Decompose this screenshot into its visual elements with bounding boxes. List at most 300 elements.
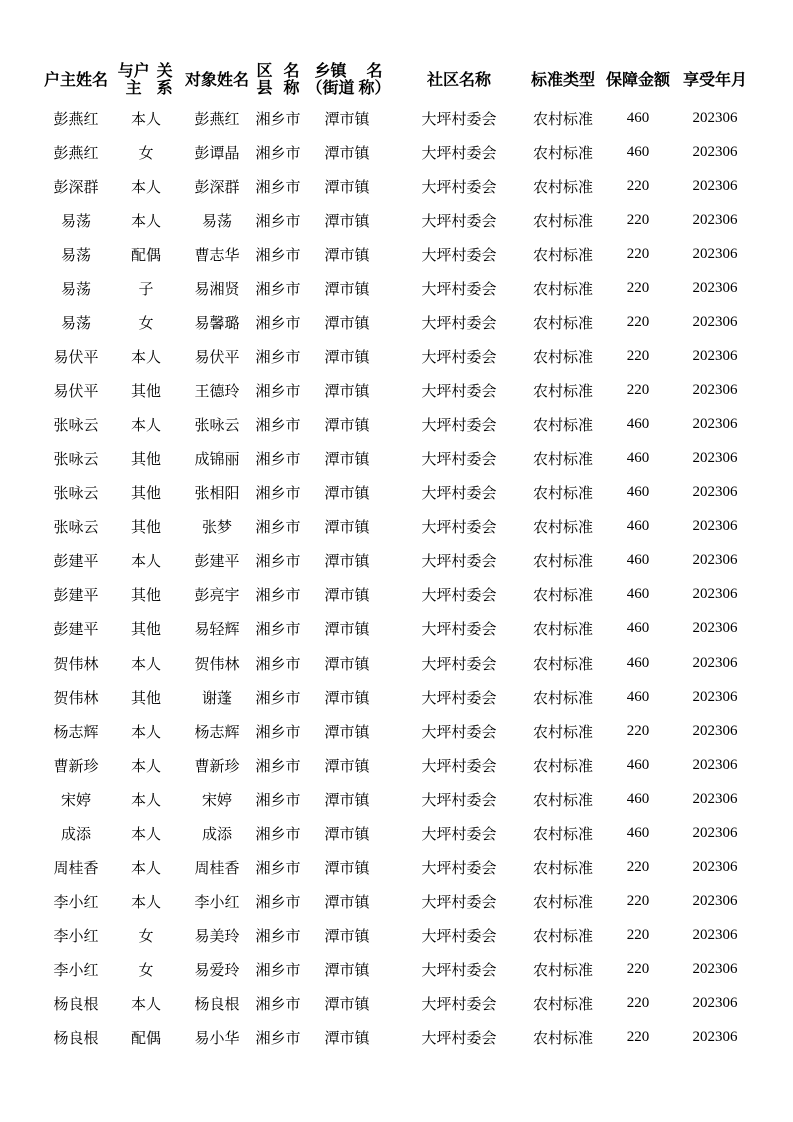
relationship-cell: 其他 [130, 688, 161, 707]
household-head-cell: 彭建平 [53, 552, 99, 571]
county-cell: 湘乡市 [255, 858, 301, 877]
recipient-name-cell: 杨良根 [194, 995, 240, 1014]
relationship-cell: 女 [138, 143, 154, 162]
table-row [0, 816, 793, 850]
amount-cell: 460 [626, 143, 650, 160]
town-cell: 潭市镇 [324, 654, 370, 673]
table-row [0, 850, 793, 884]
town-cell: 潭市镇 [324, 279, 370, 298]
household-head-cell: 易伏平 [53, 347, 99, 366]
town-cell: 潭市镇 [324, 382, 370, 400]
county-cell: 湘乡市 [255, 313, 301, 332]
table-row [0, 510, 793, 544]
relationship-cell: 本人 [130, 654, 161, 673]
header-text: 乡镇（街道 [306, 61, 355, 97]
standard-type-cell: 农村标准 [532, 927, 593, 945]
amount-cell: 220 [626, 995, 650, 1012]
household-head-cell: 彭建平 [53, 620, 99, 639]
header-standard-type [524, 58, 602, 100]
county-cell: 湘乡市 [255, 1029, 301, 1048]
period-cell: 202306 [692, 824, 738, 841]
county-cell: 湘乡市 [255, 892, 301, 911]
header-text: 名称 [283, 61, 300, 97]
town-cell: 潭市镇 [324, 109, 370, 128]
standard-type-cell: 农村标准 [532, 586, 593, 605]
period-cell: 202306 [692, 245, 738, 262]
town-cell: 潭市镇 [324, 552, 370, 571]
county-cell: 湘乡市 [255, 484, 301, 503]
community-cell: 大坪村委会 [421, 177, 497, 196]
amount-cell: 220 [626, 892, 650, 909]
relationship-cell: 女 [138, 961, 154, 980]
amount-cell: 460 [626, 552, 650, 569]
household-head-cell: 易荡 [60, 279, 91, 298]
header-relationship [115, 58, 177, 100]
relationship-cell: 本人 [130, 722, 161, 741]
relationship-cell: 其他 [130, 484, 161, 503]
relationship-cell: 其他 [130, 620, 161, 639]
town-cell: 潭市镇 [324, 211, 370, 230]
header-text: 区县 [256, 61, 273, 97]
community-cell: 大坪村委会 [421, 313, 497, 332]
amount-cell: 460 [626, 688, 650, 705]
town-cell: 潭市镇 [324, 790, 370, 809]
table-row [0, 374, 793, 408]
table-row [0, 237, 793, 271]
period-cell: 202306 [692, 1029, 738, 1046]
recipient-name-cell: 彭亮宇 [194, 586, 240, 605]
recipient-name-cell: 曹新珍 [194, 756, 240, 775]
period-cell: 202306 [692, 586, 738, 603]
community-cell: 大坪村委会 [421, 688, 497, 707]
amount-cell: 460 [626, 518, 650, 535]
town-cell: 潭市镇 [324, 1029, 370, 1048]
period-cell: 202306 [692, 858, 738, 875]
amount-cell: 220 [626, 722, 650, 739]
amount-cell: 460 [626, 654, 650, 671]
amount-cell: 220 [626, 382, 650, 398]
recipient-name-cell: 彭燕红 [194, 109, 240, 128]
standard-type-cell: 农村标准 [532, 382, 593, 400]
household-head-cell: 杨良根 [53, 1029, 99, 1048]
relationship-cell: 本人 [130, 756, 161, 775]
household-head-cell: 李小红 [53, 961, 99, 980]
county-cell: 湘乡市 [255, 586, 301, 605]
header-text: 社区名称 [426, 69, 491, 89]
header-text: 与户主 [117, 61, 150, 97]
recipient-name-cell: 宋婷 [201, 790, 232, 809]
household-head-cell: 张咏云 [53, 518, 99, 537]
county-cell: 湘乡市 [255, 722, 301, 741]
community-cell: 大坪村委会 [421, 416, 497, 435]
header-text: 名称） [358, 61, 391, 97]
community-cell: 大坪村委会 [421, 790, 497, 809]
header-household-head-name [40, 58, 112, 100]
table-row [0, 271, 793, 305]
county-cell: 湘乡市 [255, 790, 301, 809]
county-cell: 湘乡市 [255, 109, 301, 128]
relationship-cell: 配偶 [130, 245, 161, 264]
period-cell: 202306 [692, 552, 738, 569]
standard-type-cell: 农村标准 [532, 313, 593, 332]
header-text: 对象姓名 [184, 69, 249, 89]
table-row [0, 919, 793, 953]
relationship-cell: 其他 [130, 518, 161, 537]
standard-type-cell: 农村标准 [532, 450, 593, 469]
county-cell: 湘乡市 [255, 143, 301, 162]
relationship-cell: 本人 [130, 790, 161, 809]
community-cell: 大坪村委会 [421, 143, 497, 162]
town-cell: 潭市镇 [324, 722, 370, 741]
relationship-cell: 本人 [130, 109, 161, 128]
county-cell: 湘乡市 [255, 416, 301, 435]
table-row [0, 612, 793, 646]
table-row [0, 1021, 793, 1055]
standard-type-cell: 农村标准 [532, 245, 593, 264]
relationship-cell: 其他 [130, 450, 161, 469]
community-cell: 大坪村委会 [421, 450, 497, 469]
town-cell: 潭市镇 [324, 416, 370, 435]
recipient-name-cell: 易湘贤 [194, 279, 240, 298]
standard-type-cell: 农村标准 [532, 347, 593, 366]
standard-type-cell: 农村标准 [532, 416, 593, 435]
amount-cell: 460 [626, 416, 650, 433]
town-cell: 潭市镇 [324, 620, 370, 639]
recipient-name-cell: 成锦丽 [194, 450, 240, 469]
table-row [0, 987, 793, 1021]
recipient-name-cell: 谢蓬 [201, 688, 232, 707]
community-cell: 大坪村委会 [421, 245, 497, 264]
household-head-cell: 张咏云 [53, 450, 99, 469]
household-head-cell: 贺伟林 [53, 654, 99, 673]
recipient-name-cell: 易伏平 [194, 347, 240, 366]
town-cell: 潭市镇 [324, 347, 370, 366]
county-cell: 湘乡市 [255, 756, 301, 775]
county-cell: 湘乡市 [255, 688, 301, 707]
county-cell: 湘乡市 [255, 620, 301, 639]
period-cell: 202306 [692, 961, 738, 978]
period-cell: 202306 [692, 722, 738, 739]
town-cell: 潭市镇 [324, 995, 370, 1014]
relationship-cell: 本人 [130, 858, 161, 877]
standard-type-cell: 农村标准 [532, 790, 593, 809]
period-cell: 202306 [692, 416, 738, 433]
table-row [0, 339, 793, 373]
household-head-cell: 宋婷 [60, 790, 91, 809]
standard-type-cell: 农村标准 [532, 961, 593, 980]
period-cell: 202306 [692, 109, 738, 126]
period-cell: 202306 [692, 450, 738, 467]
relationship-cell: 子 [138, 279, 154, 298]
relationship-cell: 其他 [130, 586, 161, 605]
town-cell: 潭市镇 [324, 143, 370, 162]
header-county [251, 58, 305, 100]
period-cell: 202306 [692, 927, 738, 943]
standard-type-cell: 农村标准 [532, 1029, 593, 1048]
town-cell: 潭市镇 [324, 518, 370, 537]
relationship-cell: 女 [138, 313, 154, 332]
recipient-name-cell: 易轻辉 [194, 620, 240, 639]
household-head-cell: 易荡 [60, 211, 91, 230]
town-cell: 潭市镇 [324, 927, 370, 945]
amount-cell: 460 [626, 824, 650, 841]
amount-cell: 460 [626, 790, 650, 807]
period-cell: 202306 [692, 620, 738, 637]
county-cell: 湘乡市 [255, 824, 301, 843]
recipient-name-cell: 王德玲 [194, 382, 240, 400]
town-cell: 潭市镇 [324, 961, 370, 980]
standard-type-cell: 农村标准 [532, 620, 593, 639]
table-row [0, 305, 793, 339]
household-head-cell: 杨志辉 [53, 722, 99, 741]
recipient-name-cell: 彭谭晶 [194, 143, 240, 162]
community-cell: 大坪村委会 [421, 552, 497, 571]
header-text: 享受年月 [682, 69, 747, 89]
period-cell: 202306 [692, 143, 738, 160]
recipient-name-cell: 易荡 [201, 211, 232, 230]
community-cell: 大坪村委会 [421, 961, 497, 980]
county-cell: 湘乡市 [255, 927, 301, 945]
recipient-name-cell: 周桂香 [194, 858, 240, 877]
amount-cell: 220 [626, 279, 650, 296]
table-row [0, 135, 793, 169]
county-cell: 湘乡市 [255, 961, 301, 980]
period-cell: 202306 [692, 654, 738, 671]
relationship-cell: 本人 [130, 892, 161, 911]
recipient-name-cell: 易爱玲 [194, 961, 240, 980]
table-row [0, 476, 793, 510]
table-row [0, 442, 793, 476]
town-cell: 潭市镇 [324, 245, 370, 264]
relationship-cell: 本人 [130, 416, 161, 435]
household-head-cell: 彭深群 [53, 177, 99, 196]
household-head-cell: 李小红 [53, 927, 99, 945]
table-row [0, 680, 793, 714]
amount-cell: 460 [626, 484, 650, 501]
community-cell: 大坪村委会 [421, 586, 497, 605]
amount-cell: 460 [626, 109, 650, 126]
recipient-name-cell: 张咏云 [194, 416, 240, 435]
community-cell: 大坪村委会 [421, 824, 497, 843]
county-cell: 湘乡市 [255, 450, 301, 469]
recipient-name-cell: 张梦 [201, 518, 232, 537]
household-head-cell: 曹新珍 [53, 756, 99, 775]
town-cell: 潭市镇 [324, 313, 370, 332]
period-cell: 202306 [692, 211, 738, 228]
period-cell: 202306 [692, 688, 738, 705]
relationship-cell: 本人 [130, 995, 161, 1014]
header-text: 户主姓名 [43, 69, 108, 89]
recipient-name-cell: 贺伟林 [194, 654, 240, 673]
county-cell: 湘乡市 [255, 177, 301, 196]
amount-cell: 460 [626, 620, 650, 637]
town-cell: 潭市镇 [324, 824, 370, 843]
standard-type-cell: 农村标准 [532, 824, 593, 843]
table-row [0, 408, 793, 442]
amount-cell: 220 [626, 927, 650, 943]
community-cell: 大坪村委会 [421, 995, 497, 1014]
header-recipient-name [180, 58, 254, 100]
town-cell: 潭市镇 [324, 892, 370, 911]
standard-type-cell: 农村标准 [532, 177, 593, 196]
community-cell: 大坪村委会 [421, 279, 497, 298]
town-cell: 潭市镇 [324, 688, 370, 707]
community-cell: 大坪村委会 [421, 518, 497, 537]
relationship-cell: 本人 [130, 211, 161, 230]
standard-type-cell: 农村标准 [532, 211, 593, 230]
recipient-name-cell: 曹志华 [194, 245, 240, 264]
table-body [0, 101, 793, 1055]
period-cell: 202306 [692, 790, 738, 807]
household-head-cell: 易荡 [60, 313, 91, 332]
period-cell: 202306 [692, 892, 738, 909]
table-row [0, 169, 793, 203]
table-row [0, 544, 793, 578]
household-head-cell: 易荡 [60, 245, 91, 264]
county-cell: 湘乡市 [255, 279, 301, 298]
relationship-cell: 女 [138, 927, 154, 945]
community-cell: 大坪村委会 [421, 347, 497, 366]
header-period [675, 58, 755, 100]
amount-cell: 220 [626, 245, 650, 262]
amount-cell: 220 [626, 211, 650, 228]
household-head-cell: 周桂香 [53, 858, 99, 877]
county-cell: 湘乡市 [255, 347, 301, 366]
community-cell: 大坪村委会 [421, 892, 497, 911]
community-cell: 大坪村委会 [421, 109, 497, 128]
amount-cell: 220 [626, 961, 650, 978]
table-row [0, 782, 793, 816]
standard-type-cell: 农村标准 [532, 143, 593, 162]
period-cell: 202306 [692, 177, 738, 194]
recipient-name-cell: 易美玲 [194, 927, 240, 945]
community-cell: 大坪村委会 [421, 1029, 497, 1048]
household-head-cell: 易伏平 [53, 382, 99, 400]
recipient-name-cell: 杨志辉 [194, 722, 240, 741]
relationship-cell: 配偶 [130, 1029, 161, 1048]
county-cell: 湘乡市 [255, 654, 301, 673]
household-head-cell: 张咏云 [53, 484, 99, 503]
standard-type-cell: 农村标准 [532, 756, 593, 775]
header-text: 保障金额 [605, 69, 670, 89]
standard-type-cell: 农村标准 [532, 552, 593, 571]
standard-type-cell: 农村标准 [532, 109, 593, 128]
household-head-cell: 杨良根 [53, 995, 99, 1014]
table-row [0, 101, 793, 135]
standard-type-cell: 农村标准 [532, 722, 593, 741]
relationship-cell: 本人 [130, 347, 161, 366]
period-cell: 202306 [692, 756, 738, 773]
relationship-cell: 其他 [130, 382, 161, 400]
community-cell: 大坪村委会 [421, 927, 497, 945]
recipient-name-cell: 张相阳 [194, 484, 240, 503]
community-cell: 大坪村委会 [421, 654, 497, 673]
recipient-name-cell: 易小华 [194, 1029, 240, 1048]
header-amount [602, 58, 674, 100]
relationship-cell: 本人 [130, 824, 161, 843]
community-cell: 大坪村委会 [421, 211, 497, 230]
town-cell: 潭市镇 [324, 177, 370, 196]
amount-cell: 220 [626, 1029, 650, 1046]
town-cell: 潭市镇 [324, 756, 370, 775]
county-cell: 湘乡市 [255, 245, 301, 264]
community-cell: 大坪村委会 [421, 756, 497, 775]
recipient-name-cell: 易馨璐 [194, 313, 240, 332]
table-row [0, 646, 793, 680]
standard-type-cell: 农村标准 [532, 654, 593, 673]
recipient-name-cell: 成添 [201, 824, 232, 843]
amount-cell: 460 [626, 450, 650, 467]
town-cell: 潭市镇 [324, 484, 370, 503]
table-row [0, 714, 793, 748]
county-cell: 湘乡市 [255, 995, 301, 1014]
standard-type-cell: 农村标准 [532, 892, 593, 911]
community-cell: 大坪村委会 [421, 620, 497, 639]
household-head-cell: 贺伟林 [53, 688, 99, 707]
standard-type-cell: 农村标准 [532, 518, 593, 537]
community-cell: 大坪村委会 [421, 484, 497, 503]
amount-cell: 220 [626, 858, 650, 875]
relationship-cell: 本人 [130, 552, 161, 571]
period-cell: 202306 [692, 279, 738, 296]
table-row [0, 884, 793, 918]
standard-type-cell: 农村标准 [532, 484, 593, 503]
header-town [303, 58, 391, 100]
relationship-cell: 本人 [130, 177, 161, 196]
community-cell: 大坪村委会 [421, 382, 497, 400]
household-head-cell: 彭燕红 [53, 109, 99, 128]
standard-type-cell: 农村标准 [532, 995, 593, 1014]
town-cell: 潭市镇 [324, 858, 370, 877]
header-text: 关系 [156, 61, 173, 97]
period-cell: 202306 [692, 382, 738, 398]
amount-cell: 460 [626, 586, 650, 603]
community-cell: 大坪村委会 [421, 722, 497, 741]
amount-cell: 220 [626, 313, 650, 330]
county-cell: 湘乡市 [255, 552, 301, 571]
header-community [404, 58, 514, 100]
table-header [0, 58, 793, 100]
standard-type-cell: 农村标准 [532, 279, 593, 298]
county-cell: 湘乡市 [255, 518, 301, 537]
table-row [0, 203, 793, 237]
period-cell: 202306 [692, 995, 738, 1012]
county-cell: 湘乡市 [255, 382, 301, 400]
town-cell: 潭市镇 [324, 450, 370, 469]
table-row [0, 953, 793, 987]
period-cell: 202306 [692, 518, 738, 535]
household-head-cell: 彭燕红 [53, 143, 99, 162]
recipient-name-cell: 彭深群 [194, 177, 240, 196]
header-text: 标准类型 [530, 69, 595, 89]
amount-cell: 460 [626, 756, 650, 773]
period-cell: 202306 [692, 313, 738, 330]
recipient-name-cell: 李小红 [194, 892, 240, 911]
county-cell: 湘乡市 [255, 211, 301, 230]
standard-type-cell: 农村标准 [532, 688, 593, 707]
period-cell: 202306 [692, 347, 738, 364]
amount-cell: 220 [626, 177, 650, 194]
town-cell: 潭市镇 [324, 586, 370, 605]
household-head-cell: 成添 [60, 824, 91, 843]
period-cell: 202306 [692, 484, 738, 501]
community-cell: 大坪村委会 [421, 858, 497, 877]
household-head-cell: 李小红 [53, 892, 99, 911]
household-head-cell: 彭建平 [53, 586, 99, 605]
table-row [0, 748, 793, 782]
table-row [0, 578, 793, 612]
recipient-name-cell: 彭建平 [194, 552, 240, 571]
